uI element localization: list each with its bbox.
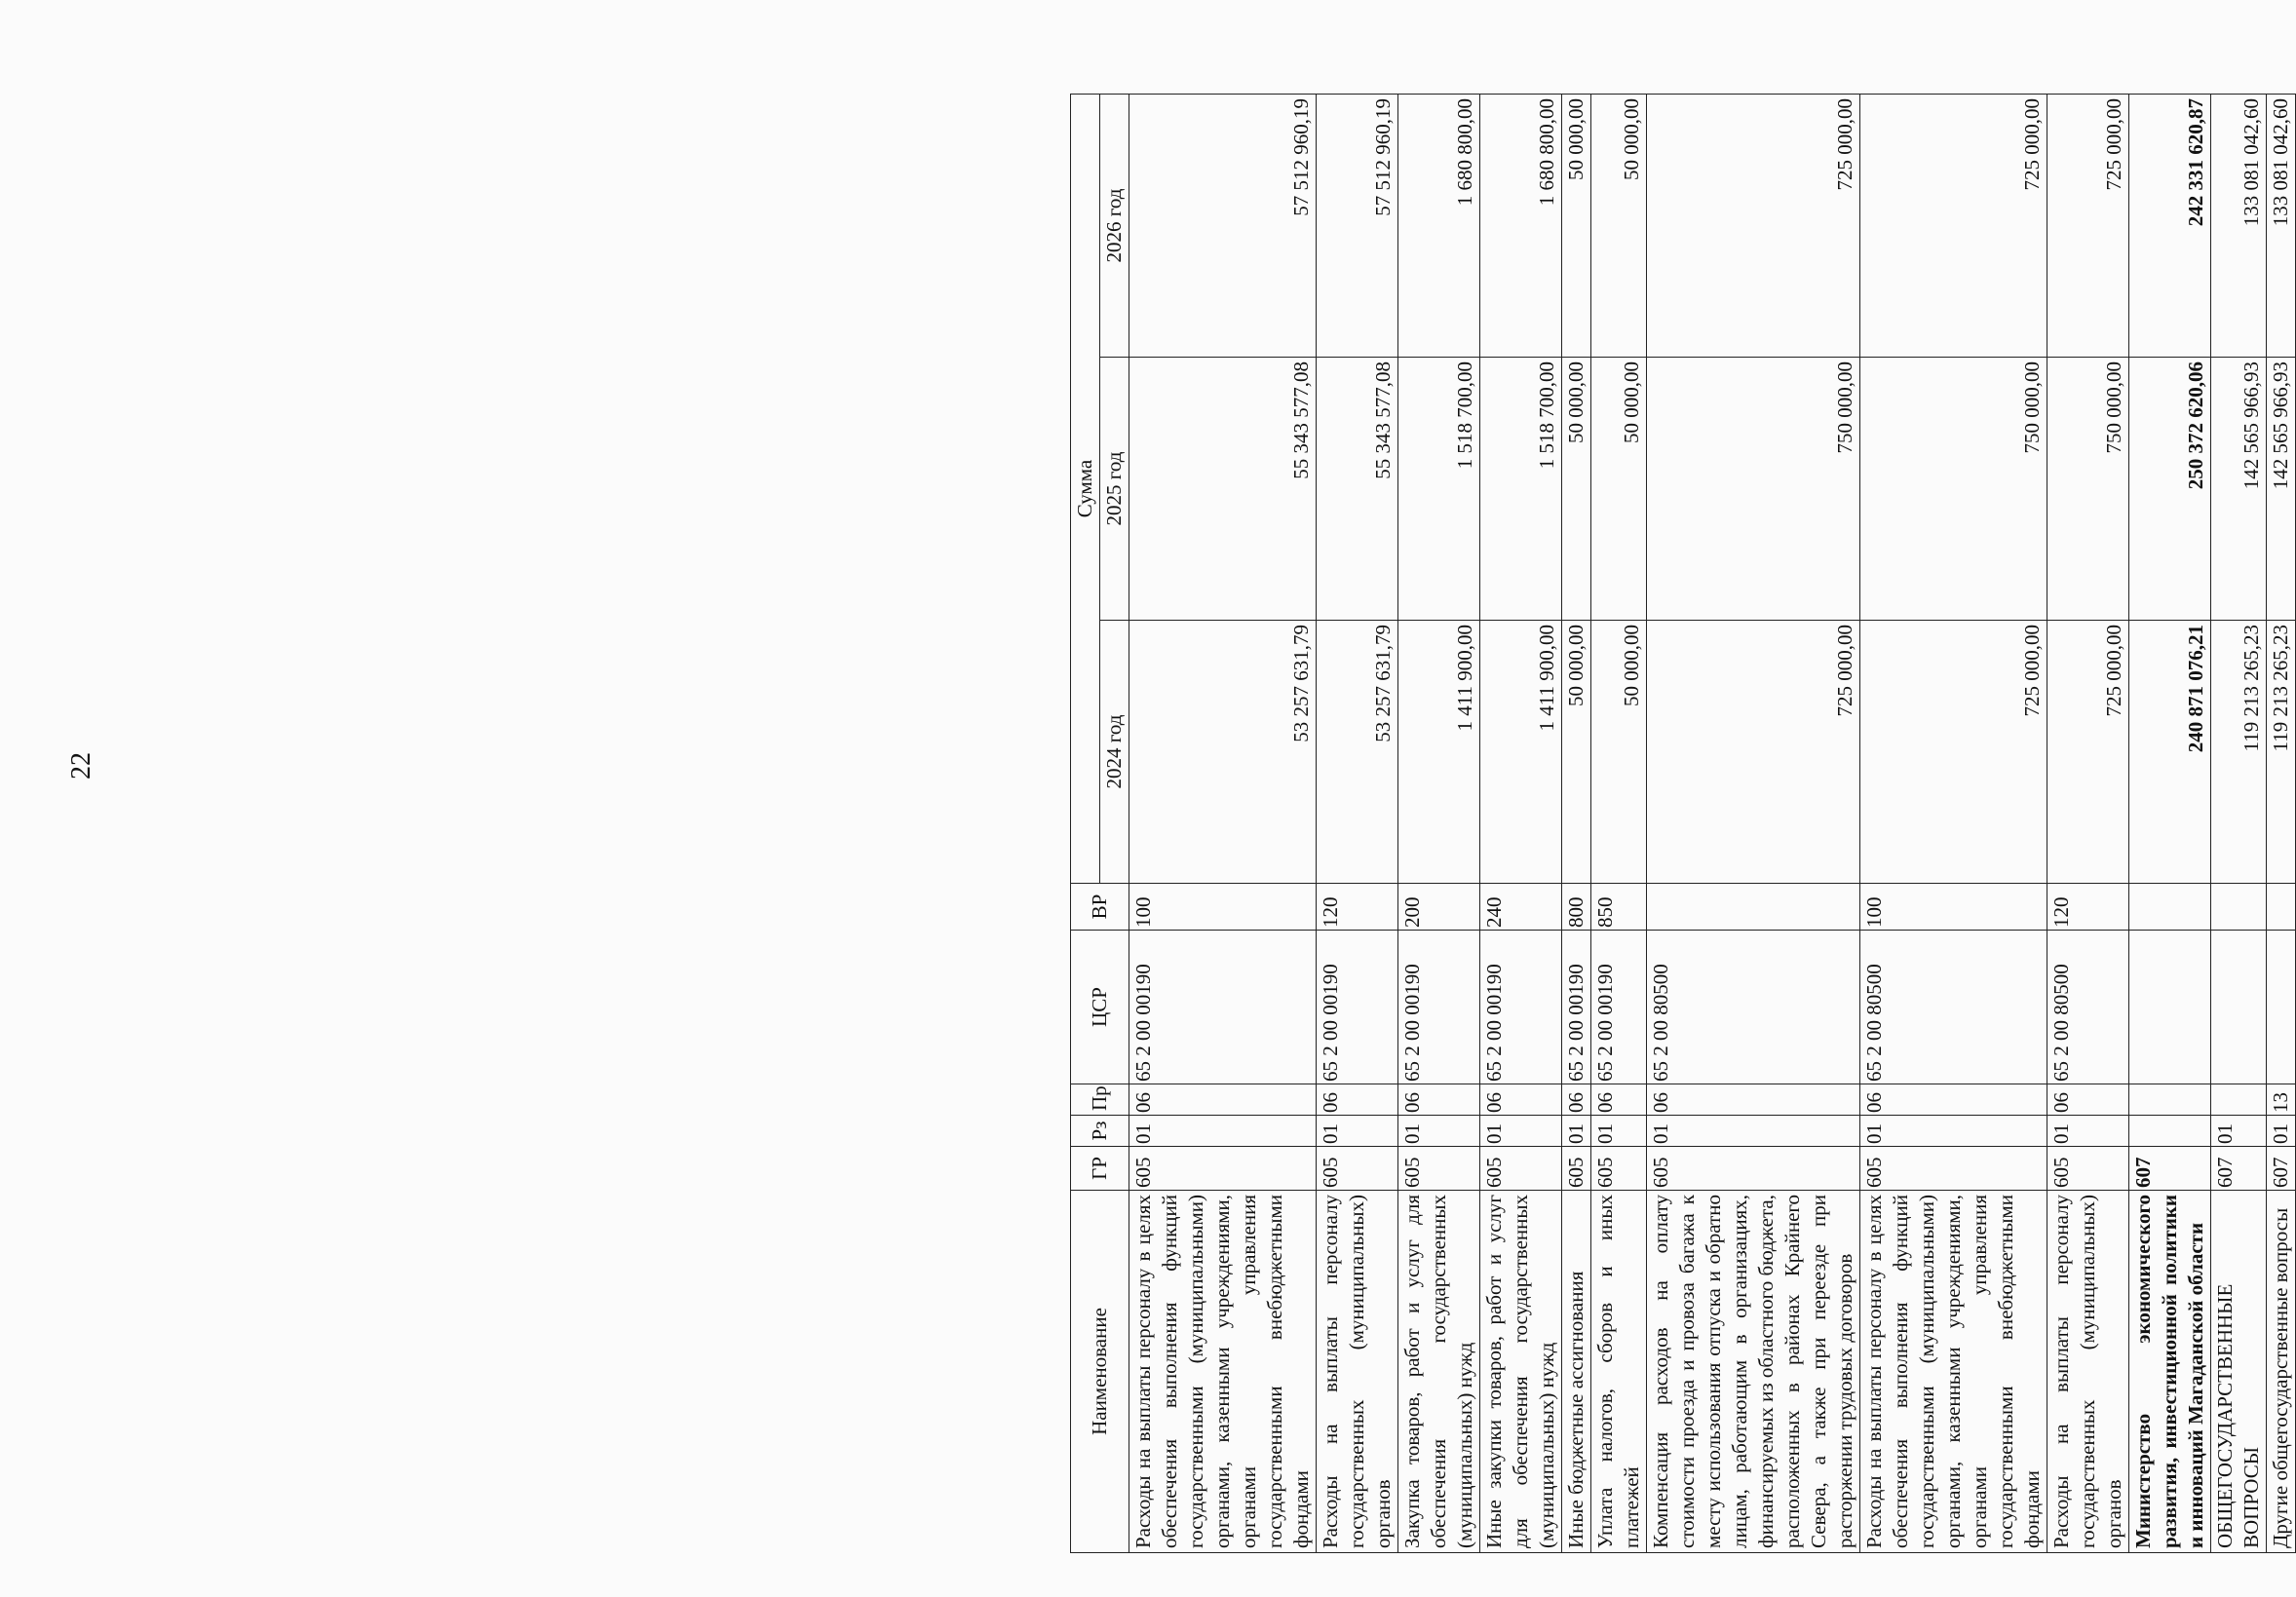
row-2025: 750 000,00	[1860, 358, 2047, 621]
row-csr	[2211, 931, 2267, 1084]
row-gr: 605	[2047, 1147, 2129, 1191]
row-pr: 06	[1317, 1084, 1398, 1116]
row-vr	[2129, 884, 2211, 931]
row-2026: 725 000,00	[1860, 94, 2047, 357]
row-name: Закупка товаров, работ и услуг для обеспечения государственных (муниципальных) нужд	[1398, 1191, 1480, 1553]
row-2026: 1 680 800,00	[1398, 94, 1480, 357]
row-rz: 01	[1129, 1116, 1317, 1147]
table-row	[1562, 94, 1591, 1552]
table-row	[1398, 94, 1480, 1552]
row-gr: 605	[1480, 1147, 1562, 1191]
row-pr: 06	[1562, 1084, 1591, 1116]
row-csr: 65 2 00 00190	[1591, 931, 1647, 1084]
row-2024: 119 213 265,23	[2267, 621, 2296, 884]
header-2024: 2024 год	[1100, 621, 1129, 884]
row-2025: 1 518 700,00	[1398, 358, 1480, 621]
row-rz: 01	[1591, 1116, 1647, 1147]
budget-table-sheet	[1070, 95, 2296, 1553]
header-name: Наименование	[1071, 1191, 1129, 1553]
header-sum: Сумма	[1071, 94, 1100, 883]
row-pr: 06	[1860, 1084, 2047, 1116]
row-2024: 50 000,00	[1562, 621, 1591, 884]
header-rz: Рз	[1071, 1116, 1129, 1147]
row-2025: 142 565 966,93	[2211, 358, 2267, 621]
row-name: Расходы на выплаты персоналу в целях обеспечения выполнения функций государственными (муниципальными) органами, казенными учреждениями, органами управления государственными внебюджетными фондами	[1129, 1191, 1317, 1553]
row-2025: 1 518 700,00	[1480, 358, 1562, 621]
header-2026: 2026 год	[1100, 94, 1129, 357]
table-row	[2267, 94, 2296, 1552]
row-vr: 200	[1398, 884, 1480, 931]
row-name: Другие общегосударственные вопросы	[2267, 1191, 2296, 1553]
row-csr	[2267, 931, 2296, 1084]
row-2024: 725 000,00	[1647, 621, 1860, 884]
row-vr	[2267, 884, 2296, 931]
row-pr: 06	[2047, 1084, 2129, 1116]
row-gr: 607	[2129, 1147, 2211, 1191]
row-rz: 01	[1860, 1116, 2047, 1147]
table-row	[2047, 94, 2129, 1552]
row-pr: 06	[1398, 1084, 1480, 1116]
row-2024: 240 871 076,21	[2129, 621, 2211, 884]
row-2025: 50 000,00	[1591, 358, 1647, 621]
row-csr: 65 2 00 80500	[1647, 931, 1860, 1084]
page-number: 22	[66, 752, 96, 779]
row-2025: 55 343 577,08	[1317, 358, 1398, 621]
row-name: Расходы на выплаты персоналу государственных (муниципальных) органов	[2047, 1191, 2129, 1553]
row-pr: 06	[1480, 1084, 1562, 1116]
row-gr: 605	[1647, 1147, 1860, 1191]
row-2026: 1 680 800,00	[1480, 94, 1562, 357]
row-gr: 605	[1591, 1147, 1647, 1191]
row-gr: 605	[1129, 1147, 1317, 1191]
row-vr: 120	[2047, 884, 2129, 931]
row-2026: 133 081 042,60	[2267, 94, 2296, 357]
table-row	[2211, 94, 2267, 1552]
row-gr: 607	[2211, 1147, 2267, 1191]
row-rz: 01	[2267, 1116, 2296, 1147]
row-csr: 65 2 00 00190	[1129, 931, 1317, 1084]
row-2024: 725 000,00	[1860, 621, 2047, 884]
row-name: Компенсация расходов на оплату стоимости проезда и провоза багажа к месту использования отпуска и обратно лицам, работающим в организациях, финансируемых из областного бюджета, расположенных в районах Крайнего Севера, а также при переезде при расторжении трудовых договоров	[1647, 1191, 1860, 1553]
row-pr	[2129, 1084, 2211, 1116]
row-name: Расходы на выплаты персоналу в целях обеспечения выполнения функций государственными (муниципальными) органами, казенными учреждениями, органами управления государственными внебюджетными фондами	[1860, 1191, 2047, 1553]
table-body	[1129, 94, 2296, 1552]
table-row	[1591, 94, 1647, 1552]
row-2026: 50 000,00	[1562, 94, 1591, 357]
row-2025: 750 000,00	[2047, 358, 2129, 621]
header-pr: Пр	[1071, 1084, 1129, 1116]
table-row	[1480, 94, 1562, 1552]
row-2024: 1 411 900,00	[1480, 621, 1562, 884]
row-rz: 01	[1317, 1116, 1398, 1147]
row-rz	[2129, 1116, 2211, 1147]
row-csr: 65 2 00 00190	[1317, 931, 1398, 1084]
header-vr: ВР	[1071, 884, 1129, 931]
row-gr: 607	[2267, 1147, 2296, 1191]
row-vr: 850	[1591, 884, 1647, 931]
row-2026: 242 331 620,87	[2129, 94, 2211, 357]
table-row	[1317, 94, 1398, 1552]
row-2026: 725 000,00	[1647, 94, 1860, 357]
row-rz: 01	[1480, 1116, 1562, 1147]
row-name: Иные бюджетные ассигнования	[1562, 1191, 1591, 1553]
row-name: Министерство экономического развития, инвестиционной политики и инноваций Магаданской области	[2129, 1191, 2211, 1553]
header-gr: ГР	[1071, 1147, 1129, 1191]
row-vr: 800	[1562, 884, 1591, 931]
row-pr: 06	[1591, 1084, 1647, 1116]
row-csr: 65 2 00 00190	[1398, 931, 1480, 1084]
row-2026: 50 000,00	[1591, 94, 1647, 357]
table-row	[1647, 94, 1860, 1552]
row-vr: 120	[1317, 884, 1398, 931]
budget-table	[1070, 94, 2296, 1553]
row-pr: 06	[1129, 1084, 1317, 1116]
row-rz: 01	[1647, 1116, 1860, 1147]
row-2026: 57 512 960,19	[1129, 94, 1317, 357]
row-2025: 750 000,00	[1647, 358, 1860, 621]
row-rz: 01	[1562, 1116, 1591, 1147]
row-name: Расходы на выплаты персоналу государственных (муниципальных) органов	[1317, 1191, 1398, 1553]
row-csr: 65 2 00 00190	[1480, 931, 1562, 1084]
row-vr: 100	[1860, 884, 2047, 931]
table-row	[1129, 94, 1317, 1552]
row-rz: 01	[1398, 1116, 1480, 1147]
row-vr: 240	[1480, 884, 1562, 931]
row-vr	[1647, 884, 1860, 931]
row-2024: 725 000,00	[2047, 621, 2129, 884]
row-2026: 725 000,00	[2047, 94, 2129, 357]
row-csr: 65 2 00 80500	[1860, 931, 2047, 1084]
row-2025: 142 565 966,93	[2267, 358, 2296, 621]
row-name: Иные закупки товаров, работ и услуг для обеспечения государственных (муниципальных) нужд	[1480, 1191, 1562, 1553]
row-2025: 250 372 620,06	[2129, 358, 2211, 621]
row-csr	[2129, 931, 2211, 1084]
row-csr: 65 2 00 80500	[2047, 931, 2129, 1084]
row-vr	[2211, 884, 2267, 931]
row-vr: 100	[1129, 884, 1317, 931]
row-rz: 01	[2211, 1116, 2267, 1147]
row-2025: 55 343 577,08	[1129, 358, 1317, 621]
row-2024: 53 257 631,79	[1317, 621, 1398, 884]
row-name: Уплата налогов, сборов и иных платежей	[1591, 1191, 1647, 1553]
row-gr: 605	[1562, 1147, 1591, 1191]
row-pr: 06	[1647, 1084, 1860, 1116]
table-row	[1860, 94, 2047, 1552]
row-gr: 605	[1398, 1147, 1480, 1191]
header-csr: ЦСР	[1071, 931, 1129, 1084]
row-2024: 50 000,00	[1591, 621, 1647, 884]
row-2024: 53 257 631,79	[1129, 621, 1317, 884]
header-2025: 2025 год	[1100, 358, 1129, 621]
row-2024: 119 213 265,23	[2211, 621, 2267, 884]
row-csr: 65 2 00 00190	[1562, 931, 1591, 1084]
row-2025: 50 000,00	[1562, 358, 1591, 621]
row-2026: 57 512 960,19	[1317, 94, 1398, 357]
row-rz: 01	[2047, 1116, 2129, 1147]
row-gr: 605	[1317, 1147, 1398, 1191]
row-pr	[2211, 1084, 2267, 1116]
table-header	[1071, 94, 1129, 1552]
table-row	[2129, 94, 2211, 1552]
row-gr: 605	[1860, 1147, 2047, 1191]
row-pr: 13	[2267, 1084, 2296, 1116]
row-name: ОБЩЕГОСУДАРСТВЕННЫЕ ВОПРОСЫ	[2211, 1191, 2267, 1553]
row-2024: 1 411 900,00	[1398, 621, 1480, 884]
row-2026: 133 081 042,60	[2211, 94, 2267, 357]
